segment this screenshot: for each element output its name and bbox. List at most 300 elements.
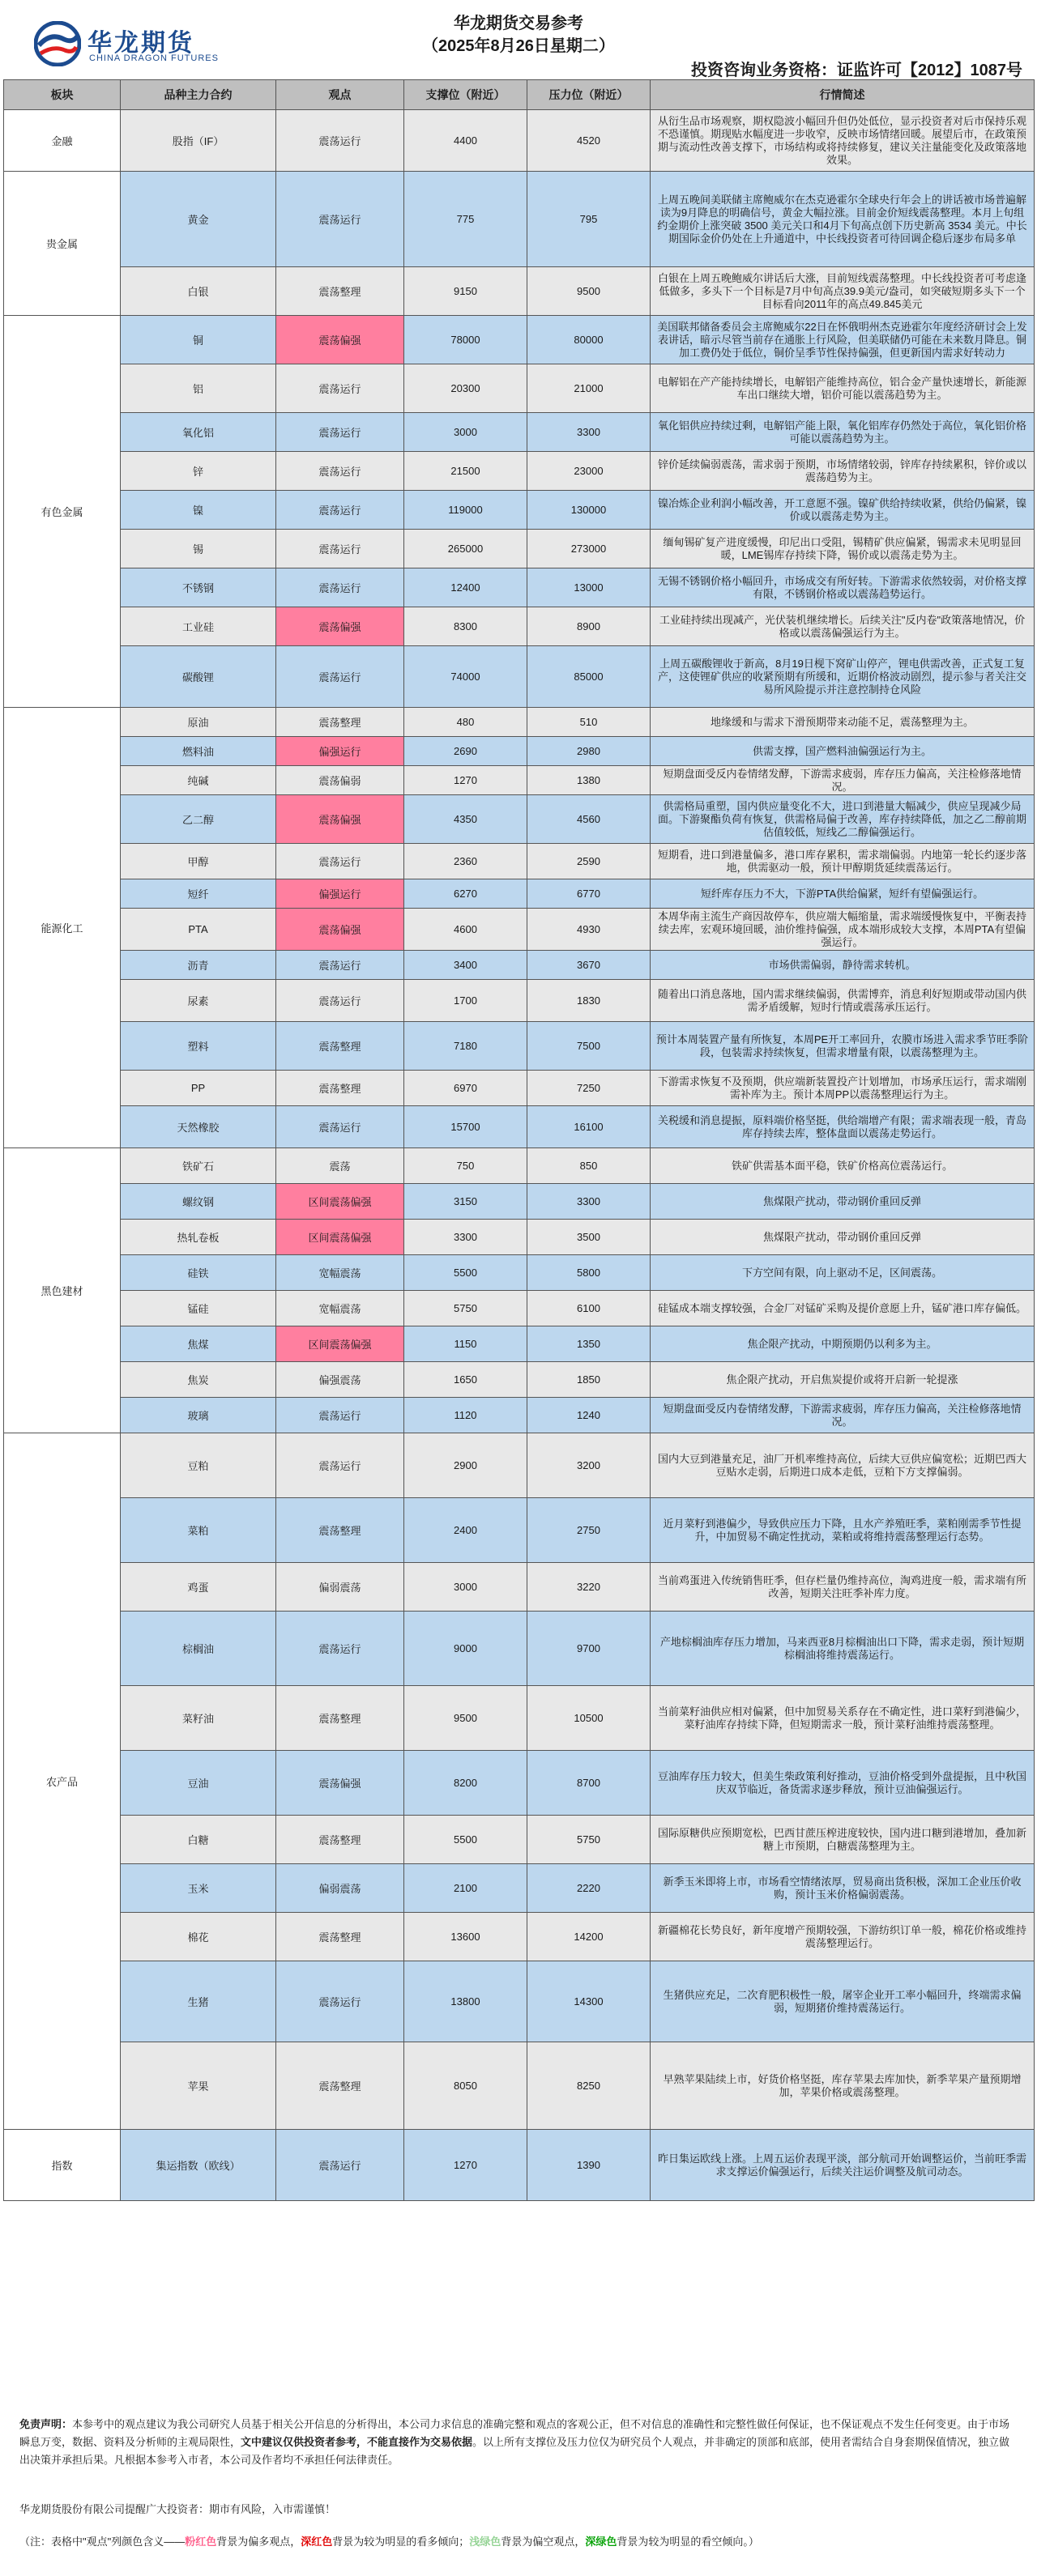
support-level: 119000 xyxy=(404,491,527,530)
table-row xyxy=(4,267,1035,316)
product-name: 鸡蛋 xyxy=(121,1563,276,1612)
col-header-description: 行情简述 xyxy=(651,80,1035,110)
table-row xyxy=(4,1106,1035,1148)
market-description: 焦煤限产扰动，带动钢价重回反弹 xyxy=(651,1220,1035,1255)
view-cell: 偏弱震荡 xyxy=(276,1864,404,1913)
product-name: PTA xyxy=(121,909,276,951)
market-description: 电解铝在产产能持续增长，电解铝产能维持高位，铝合金产量快速增长，新能源车出口继续大增，铝价可能以震荡趋势为主。 xyxy=(651,364,1035,413)
table-row xyxy=(4,1071,1035,1106)
support-level: 3000 xyxy=(404,1563,527,1612)
resistance-level: 23000 xyxy=(527,452,651,491)
note-red: 深红色 xyxy=(301,2536,333,2548)
support-level: 480 xyxy=(404,708,527,737)
support-level: 20300 xyxy=(404,364,527,413)
resistance-level: 850 xyxy=(527,1148,651,1184)
market-description: 上周五碳酸锂收于新高，8月19日枧下窝矿山停产，锂电供需改善，正式复工复产，这使锂矿供应的收紧预期有所缓和，近期价格波动剧烈，提示参与者关注交易所风险提示并注意控制持仓风险 xyxy=(651,646,1035,708)
table-row xyxy=(4,708,1035,737)
note-pink-text: 背景为偏多观点， xyxy=(216,2536,301,2548)
resistance-level: 3300 xyxy=(527,1184,651,1220)
support-level: 775 xyxy=(404,172,527,267)
market-description: 工业硅持续出现减产，光伏装机继续增长。后续关注"反内卷"政策落地情况，价格或以震荡偏强运行为主。 xyxy=(651,607,1035,646)
resistance-level: 1240 xyxy=(527,1398,651,1433)
market-description: 产地棕榈油库存压力增加，马来西亚8月棕榈油出口下降，需求走弱，预计短期棕榈油将维持震荡运行。 xyxy=(651,1612,1035,1686)
support-level: 1270 xyxy=(404,766,527,795)
resistance-level: 2750 xyxy=(527,1498,651,1563)
support-level: 4350 xyxy=(404,795,527,844)
view-cell: 震荡整理 xyxy=(276,1686,404,1751)
resistance-level: 85000 xyxy=(527,646,651,708)
resistance-level: 4560 xyxy=(527,795,651,844)
table-row xyxy=(4,909,1035,951)
market-description: 上周五晚间美联储主席鲍威尔在杰克逊霍尔全球央行年会上的讲话被市场普遍解读为9月降息的明确信号，黄金大幅拉涨。目前金价短线震荡整理。本月上旬组约金期价上涨突破 3500 美元关口和4月下旬高点创下历史新高 3534 美元。中长期国际金价仍处在上升通道中，中长线投资者可待回调企稳后逐步布局多单 xyxy=(651,172,1035,267)
resistance-level: 5750 xyxy=(527,1816,651,1864)
view-cell: 震荡运行 xyxy=(276,2130,404,2201)
table-row xyxy=(4,1751,1035,1816)
resistance-level: 3220 xyxy=(527,1563,651,1612)
view-cell: 偏强震荡 xyxy=(276,1362,404,1398)
market-description: 短期盘面受反内卷情绪发酵，下游需求疲弱，库存压力偏高，关注检修落地情况。 xyxy=(651,1398,1035,1433)
market-description: 焦煤限产扰动，带动钢价重回反弹 xyxy=(651,1184,1035,1220)
market-description: 本周华南主流生产商因故停车，供应端大幅缩量，需求端缓慢恢复中，平衡表持续去库，宏观环境回暖，油价维持偏强，成本端形成较大支撑，本周PTA有望偏强运行。 xyxy=(651,909,1035,951)
view-cell: 震荡整理 xyxy=(276,267,404,316)
support-level: 74000 xyxy=(404,646,527,708)
table-row xyxy=(4,491,1035,530)
resistance-level: 6770 xyxy=(527,879,651,909)
reference-table xyxy=(3,79,1035,2201)
resistance-level: 7250 xyxy=(527,1071,651,1106)
view-cell: 震荡运行 xyxy=(276,1433,404,1498)
resistance-level: 10500 xyxy=(527,1686,651,1751)
market-description: 焦企限产扰动，中期预期仍以利多为主。 xyxy=(651,1326,1035,1362)
table-row xyxy=(4,879,1035,909)
sector-name: 农产品 xyxy=(4,1433,121,2130)
resistance-level: 3670 xyxy=(527,951,651,980)
market-description: 铁矿供需基本面平稳，铁矿价格高位震荡运行。 xyxy=(651,1148,1035,1184)
product-name: 原油 xyxy=(121,708,276,737)
market-description: 缅甸锡矿复产进度缓慢，印尼出口受阻，锡精矿供应偏紧，锡需求未见明显回暖，LME锡库存持续下降，锡价或以震荡走势为主。 xyxy=(651,530,1035,568)
support-level: 3000 xyxy=(404,413,527,452)
sector-name: 能源化工 xyxy=(4,708,121,1148)
resistance-level: 9500 xyxy=(527,267,651,316)
support-level: 1120 xyxy=(404,1398,527,1433)
resistance-level: 16100 xyxy=(527,1106,651,1148)
table-row xyxy=(4,1961,1035,2042)
resistance-level: 3200 xyxy=(527,1433,651,1498)
market-description: 新季玉米即将上市，市场看空情绪浓厚，贸易商出货积极，深加工企业压价收购，预计玉米价格偏弱震荡。 xyxy=(651,1864,1035,1913)
product-name: 尿素 xyxy=(121,980,276,1022)
resistance-level: 130000 xyxy=(527,491,651,530)
view-cell: 震荡运行 xyxy=(276,980,404,1022)
market-description: 白银在上周五晚鲍威尔讲话后大涨，目前短线震荡整理。中长线投资者可考虑逢低做多，多头下一个目标是7月中旬高点39.9美元/盎司，如突破短期多头下一个目标看向2011年的高点49.845美元 xyxy=(651,267,1035,316)
sector-name: 有色金属 xyxy=(4,316,121,708)
table-row xyxy=(4,737,1035,766)
view-cell: 震荡偏强 xyxy=(276,795,404,844)
product-name: 工业硅 xyxy=(121,607,276,646)
product-name: 白糖 xyxy=(121,1816,276,1864)
table-row xyxy=(4,530,1035,568)
view-cell: 震荡运行 xyxy=(276,1398,404,1433)
market-description: 短期盘面受反内卷情绪发酵，下游需求疲弱，库存压力偏高，关注检修落地情况。 xyxy=(651,766,1035,795)
table-row xyxy=(4,1148,1035,1184)
table-row xyxy=(4,568,1035,607)
table-row xyxy=(4,980,1035,1022)
disclaimer-tail: 。以上所有支撑位及压力位仅为研究员个人观点，并非确定的顶部和底部，使用者需结合自身套期保值情况，独立做出决策并承担后果。凡根据本参考入市者，本公司及作者均不承担任何法律责任。 xyxy=(19,2436,1010,2466)
sector-name: 黑色建材 xyxy=(4,1148,121,1433)
logo-en-text: CHINA DRAGON FUTURES xyxy=(89,53,219,63)
product-name: 白银 xyxy=(121,267,276,316)
resistance-level: 7500 xyxy=(527,1022,651,1071)
support-level: 9150 xyxy=(404,267,527,316)
disclaimer xyxy=(19,2416,1019,2469)
note-light-green: 浅绿色 xyxy=(469,2536,501,2548)
market-description: 氧化铝供应持续过剩，电解铝产能上限，氧化铝库存仍然处于高位，氧化铝价格可能以震荡趋势为主。 xyxy=(651,413,1035,452)
table-row xyxy=(4,110,1035,172)
market-description: 国内大豆到港量充足，油厂开机率维持高位，后续大豆供应偏宽松；近期巴西大豆贴水走弱，后期进口成本走低，豆粕下方支撑偏弱。 xyxy=(651,1433,1035,1498)
product-name: 沥青 xyxy=(121,951,276,980)
disclaimer-text: 本参考中的观点建议为我公司研究人员基于相关公开信息的分析得出，本公司力求信息的准确完整和观点的客观公正，但不对信息的准确性和完整性做任何保证，也不保证观点不发生任何变更。由于市场瞬息万变，数据、资料及分析师的主观局限性， xyxy=(19,2418,1010,2448)
view-cell: 区间震荡偏强 xyxy=(276,1326,404,1362)
support-level: 750 xyxy=(404,1148,527,1184)
col-header-product: 品种主力合约 xyxy=(121,80,276,110)
support-level: 1270 xyxy=(404,2130,527,2201)
support-level: 13800 xyxy=(404,1961,527,2042)
table-row xyxy=(4,1816,1035,1864)
market-description: 无锡不锈钢价格小幅回升，市场成交有所好转。下游需求依然较弱，对价格支撑有限，不锈钢价格或以震荡趋势运行。 xyxy=(651,568,1035,607)
note-dark-green: 深绿色 xyxy=(585,2536,617,2548)
view-cell: 偏弱震荡 xyxy=(276,1563,404,1612)
view-cell: 震荡运行 xyxy=(276,1106,404,1148)
view-cell: 震荡整理 xyxy=(276,708,404,737)
note-pink: 粉红色 xyxy=(185,2536,217,2548)
table-row xyxy=(4,172,1035,267)
table-row xyxy=(4,1864,1035,1913)
support-level: 3150 xyxy=(404,1184,527,1220)
support-level: 265000 xyxy=(404,530,527,568)
product-name: 螺纹钢 xyxy=(121,1184,276,1220)
view-cell: 震荡偏强 xyxy=(276,1751,404,1816)
view-cell: 震荡运行 xyxy=(276,1961,404,2042)
view-cell: 震荡整理 xyxy=(276,1498,404,1563)
view-cell: 区间震荡偏强 xyxy=(276,1220,404,1255)
note-red-text: 背景为较为明显的看多倾向； xyxy=(332,2536,470,2548)
support-level: 78000 xyxy=(404,316,527,364)
view-cell: 宽幅震荡 xyxy=(276,1255,404,1291)
resistance-level: 4520 xyxy=(527,110,651,172)
market-description: 短期看，进口到港量偏多，港口库存累积，需求端偏弱。内地第一轮长约逐步落地，供需驱动一般，预计甲醇期货延续震荡运行。 xyxy=(651,844,1035,879)
market-description: 新疆棉花长势良好，新年度增产预期较强，下游纺织订单一般，棉花价格或维持震荡整理运行。 xyxy=(651,1913,1035,1961)
table-row xyxy=(4,1291,1035,1326)
product-name: 乙二醇 xyxy=(121,795,276,844)
support-level: 1700 xyxy=(404,980,527,1022)
table-row xyxy=(4,1398,1035,1433)
product-name: 铜 xyxy=(121,316,276,364)
resistance-level: 14300 xyxy=(527,1961,651,2042)
market-description: 短纤库存压力不大，下游PTA供给偏紧，短纤有望偏强运行。 xyxy=(651,879,1035,909)
resistance-level: 1350 xyxy=(527,1326,651,1362)
color-legend-note xyxy=(19,2533,759,2548)
resistance-level: 9700 xyxy=(527,1612,651,1686)
resistance-level: 1850 xyxy=(527,1362,651,1398)
product-name: 焦煤 xyxy=(121,1326,276,1362)
support-level: 1150 xyxy=(404,1326,527,1362)
support-level: 4400 xyxy=(404,110,527,172)
product-name: 玉米 xyxy=(121,1864,276,1913)
market-description: 豆油库存压力较大，但美生柴政策利好推动，豆油价格受到外盘提振，且中秋国庆双节临近，备货需求逐步释放，预计豆油偏强运行。 xyxy=(651,1751,1035,1816)
product-name: 燃料油 xyxy=(121,737,276,766)
product-name: 天然橡胶 xyxy=(121,1106,276,1148)
market-description: 昨日集运欧线上涨。上周五运价表现平淡，部分航司开始调整运价，当前旺季需求支撑运价偏强运行，后续关注运价调整及航司动态。 xyxy=(651,2130,1035,2201)
product-name: 焦炭 xyxy=(121,1362,276,1398)
table-row xyxy=(4,1362,1035,1398)
product-name: 棉花 xyxy=(121,1913,276,1961)
resistance-level: 14200 xyxy=(527,1913,651,1961)
market-description: 锌价延续偏弱震荡，需求弱于预期，市场情绪较弱，锌库存持续累积，锌价或以震荡趋势为主。 xyxy=(651,452,1035,491)
market-description: 预计本周装置产量有所恢复，本周PE开工率回升，农膜市场进入需求季节旺季阶段，包装需求持续恢复，但需求增量有限，以震荡整理为主。 xyxy=(651,1022,1035,1071)
product-name: 锌 xyxy=(121,452,276,491)
view-cell: 震荡偏强 xyxy=(276,909,404,951)
view-cell: 震荡偏强 xyxy=(276,607,404,646)
support-level: 6270 xyxy=(404,879,527,909)
resistance-level: 4930 xyxy=(527,909,651,951)
col-header-resistance: 压力位（附近） xyxy=(527,80,651,110)
table-row xyxy=(4,1326,1035,1362)
table-row xyxy=(4,2130,1035,2201)
resistance-level: 5800 xyxy=(527,1255,651,1291)
view-cell: 震荡整理 xyxy=(276,2042,404,2130)
support-level: 1650 xyxy=(404,1362,527,1398)
note-prefix: （注：表格中"观点"列颜色含义—— xyxy=(19,2536,186,2548)
market-description: 市场供需偏弱，静待需求转机。 xyxy=(651,951,1035,980)
view-cell: 震荡运行 xyxy=(276,172,404,267)
support-level: 2690 xyxy=(404,737,527,766)
table-row xyxy=(4,844,1035,879)
table-row xyxy=(4,316,1035,364)
col-header-sector: 板块 xyxy=(4,80,121,110)
market-description: 美国联邦储备委员会主席鲍威尔22日在怀俄明州杰克逊霍尔年度经济研讨会上发表讲话，暗示尽管当前存在通胀上行风险，但美联储仍可能在未来数月降息。铜加工费仍处于低位，铜价呈季节性保持偏强，但更新国内需求好转动力 xyxy=(651,316,1035,364)
table-body xyxy=(4,110,1035,2201)
resistance-level: 273000 xyxy=(527,530,651,568)
table-row xyxy=(4,1433,1035,1498)
product-name: 棕榈油 xyxy=(121,1612,276,1686)
market-description: 硅锰成本端支撑较强，合金厂对锰矿采购及提价意愿上升，锰矿港口库存偏低。 xyxy=(651,1291,1035,1326)
page-date: （2025年8月26日星期二） xyxy=(422,37,615,55)
note-dark-green-text: 背景为较为明显的看空倾向。） xyxy=(617,2536,759,2548)
view-cell: 震荡偏弱 xyxy=(276,766,404,795)
product-name: 铝 xyxy=(121,364,276,413)
product-name: 不锈钢 xyxy=(121,568,276,607)
support-level: 4600 xyxy=(404,909,527,951)
market-description: 地缘缓和与需求下滑预期带来动能不足，震荡整理为主。 xyxy=(651,708,1035,737)
resistance-level: 1830 xyxy=(527,980,651,1022)
view-cell: 震荡运行 xyxy=(276,413,404,452)
product-name: 碳酸锂 xyxy=(121,646,276,708)
resistance-level: 1380 xyxy=(527,766,651,795)
note-light-green-text: 背景为偏空观点， xyxy=(501,2536,586,2548)
resistance-level: 80000 xyxy=(527,316,651,364)
resistance-level: 1390 xyxy=(527,2130,651,2201)
resistance-level: 3500 xyxy=(527,1220,651,1255)
market-description: 当前鸡蛋进入传统销售旺季，但存栏量仍维持高位，淘鸡进度一般，需求端有所改善，短期关注旺季补库力度。 xyxy=(651,1563,1035,1612)
support-level: 8300 xyxy=(404,607,527,646)
view-cell: 偏强运行 xyxy=(276,879,404,909)
view-cell: 震荡运行 xyxy=(276,364,404,413)
table-row xyxy=(4,646,1035,708)
support-level: 6970 xyxy=(404,1071,527,1106)
table-row xyxy=(4,795,1035,844)
view-cell: 偏强运行 xyxy=(276,737,404,766)
support-level: 3400 xyxy=(404,951,527,980)
market-description: 下方空间有限，向上驱动不足，区间震荡。 xyxy=(651,1255,1035,1291)
table-row xyxy=(4,1022,1035,1071)
market-description: 从衍生品市场观察，期权隐波小幅回升但仍处低位，显示投资者对后市保持乐观不恐谨慎。期现贴水幅度进一步收窄，反映市场情绪回暖。展望后市，在政策预期与流动性改善支撑下，市场结构或将持续修复，建议关注量能变化及政策落地效果。 xyxy=(651,110,1035,172)
market-description: 关税缓和消息提振，原料端价格坚挺，供给端增产有限；需求端表现一般，青岛库存持续去库，整体盘面以震荡走势运行。 xyxy=(651,1106,1035,1148)
product-name: 黄金 xyxy=(121,172,276,267)
product-name: 甲醇 xyxy=(121,844,276,879)
table-row xyxy=(4,1184,1035,1220)
view-cell: 震荡整理 xyxy=(276,1913,404,1961)
table-header-row xyxy=(4,80,1035,110)
resistance-level: 8250 xyxy=(527,2042,651,2130)
product-name: 豆油 xyxy=(121,1751,276,1816)
support-level: 21500 xyxy=(404,452,527,491)
market-description: 供需格局重塑，国内供应量变化不大，进口到港量大幅减少，供应呈现减少局面。下游聚酯负荷有恢复，供需格局偏于改善，库存持续降低，加之乙二醇前期估值较低，短线乙二醇偏强运行。 xyxy=(651,795,1035,844)
support-level: 5500 xyxy=(404,1816,527,1864)
support-level: 3300 xyxy=(404,1220,527,1255)
table-row xyxy=(4,1563,1035,1612)
resistance-level: 21000 xyxy=(527,364,651,413)
header xyxy=(0,0,1037,78)
resistance-level: 795 xyxy=(527,172,651,267)
table-row xyxy=(4,766,1035,795)
table-row xyxy=(4,607,1035,646)
risk-reminder: 华龙期货股份有限公司提醒广大投资者：期市有风险，入市需谨慎！ xyxy=(19,2503,336,2515)
support-level: 9000 xyxy=(404,1612,527,1686)
resistance-level: 2590 xyxy=(527,844,651,879)
table-row xyxy=(4,951,1035,980)
market-description: 当前菜籽油供应相对偏紧，但中加贸易关系存在不确定性，进口菜籽到港偏少，菜籽油库存持续下降，但短期需求一般，预计菜籽油维持震荡整理。 xyxy=(651,1686,1035,1751)
support-level: 12400 xyxy=(404,568,527,607)
product-name: 锡 xyxy=(121,530,276,568)
product-name: 股指（IF） xyxy=(121,110,276,172)
product-name: 塑料 xyxy=(121,1022,276,1071)
view-cell: 宽幅震荡 xyxy=(276,1291,404,1326)
product-name: 菜籽油 xyxy=(121,1686,276,1751)
support-level: 13600 xyxy=(404,1913,527,1961)
market-description: 早熟苹果陆续上市，好货价格坚挺，库存苹果去库加快，新季苹果产量预期增加，苹果价格或震荡整理。 xyxy=(651,2042,1035,2130)
product-name: 热轧卷板 xyxy=(121,1220,276,1255)
view-cell: 震荡运行 xyxy=(276,530,404,568)
table-row xyxy=(4,1220,1035,1255)
page-title: 华龙期货交易参考 xyxy=(454,15,583,32)
table-row xyxy=(4,413,1035,452)
resistance-level: 6100 xyxy=(527,1291,651,1326)
col-header-support: 支撑位（附近） xyxy=(404,80,527,110)
market-description: 镍冶炼企业利润小幅改善，开工意愿不强。镍矿供给持续收紧，供给仍偏紧，镍价或以震荡走势为主。 xyxy=(651,491,1035,530)
product-name: 锰硅 xyxy=(121,1291,276,1326)
product-name: 铁矿石 xyxy=(121,1148,276,1184)
resistance-level: 2220 xyxy=(527,1864,651,1913)
view-cell: 震荡运行 xyxy=(276,1612,404,1686)
view-cell: 区间震荡偏强 xyxy=(276,1184,404,1220)
logo-cn-text: 华龙期货 xyxy=(87,30,194,57)
market-description: 焦企限产扰动，开启焦炭提价或将开启新一轮提涨 xyxy=(651,1362,1035,1398)
product-name: 菜粕 xyxy=(121,1498,276,1563)
table-row xyxy=(4,1686,1035,1751)
resistance-level: 8700 xyxy=(527,1751,651,1816)
view-cell: 震荡偏强 xyxy=(276,316,404,364)
view-cell: 震荡运行 xyxy=(276,646,404,708)
view-cell: 震荡 xyxy=(276,1148,404,1184)
resistance-level: 2980 xyxy=(527,737,651,766)
product-name: 生猪 xyxy=(121,1961,276,2042)
sector-name: 指数 xyxy=(4,2130,121,2201)
view-cell: 震荡运行 xyxy=(276,110,404,172)
support-level: 5500 xyxy=(404,1255,527,1291)
resistance-level: 510 xyxy=(527,708,651,737)
product-name: 硅铁 xyxy=(121,1255,276,1291)
table-row xyxy=(4,2042,1035,2130)
support-level: 2900 xyxy=(404,1433,527,1498)
view-cell: 震荡运行 xyxy=(276,491,404,530)
table-row xyxy=(4,1612,1035,1686)
product-name: PP xyxy=(121,1071,276,1106)
table-row xyxy=(4,1498,1035,1563)
support-level: 9500 xyxy=(404,1686,527,1751)
product-name: 豆粕 xyxy=(121,1433,276,1498)
product-name: 苹果 xyxy=(121,2042,276,2130)
disclaimer-label: 免责声明： xyxy=(19,2418,73,2430)
product-name: 氧化铝 xyxy=(121,413,276,452)
resistance-level: 3300 xyxy=(527,413,651,452)
market-description: 供需支撑，国产燃料油偏强运行为主。 xyxy=(651,737,1035,766)
view-cell: 震荡整理 xyxy=(276,1022,404,1071)
support-level: 5750 xyxy=(404,1291,527,1326)
sector-name: 金融 xyxy=(4,110,121,172)
view-cell: 震荡运行 xyxy=(276,951,404,980)
col-header-view: 观点 xyxy=(276,80,404,110)
product-name: 镍 xyxy=(121,491,276,530)
support-level: 8200 xyxy=(404,1751,527,1816)
license-text: 投资咨询业务资格：证监许可【2012】1087号 xyxy=(691,62,1022,79)
product-name: 玻璃 xyxy=(121,1398,276,1433)
product-name: 短纤 xyxy=(121,879,276,909)
support-level: 7180 xyxy=(404,1022,527,1071)
table-row xyxy=(4,364,1035,413)
sector-name: 贵金属 xyxy=(4,172,121,316)
market-description: 随着出口消息落地，国内需求继续偏弱，供需博弈，消息利好短期或带动国内供需矛盾缓解，短时行情或震荡承压运行。 xyxy=(651,980,1035,1022)
view-cell: 震荡整理 xyxy=(276,1071,404,1106)
product-name: 集运指数（欧线） xyxy=(121,2130,276,2201)
view-cell: 震荡运行 xyxy=(276,452,404,491)
disclaimer-bold-text: 文中建议仅供投资者参考，不能直接作为交易依据 xyxy=(241,2436,473,2448)
resistance-level: 13000 xyxy=(527,568,651,607)
market-description: 近月菜籽到港偏少，导致供应压力下降，且水产养殖旺季，菜粕刚需季节性提升，中加贸易不确定性扰动，菜粕或将维持震荡整理运行态势。 xyxy=(651,1498,1035,1563)
support-level: 2360 xyxy=(404,844,527,879)
view-cell: 震荡运行 xyxy=(276,568,404,607)
market-description: 生猪供应充足，二次育肥积极性一般，屠宰企业开工率小幅回升，终端需求偏弱，短期猪价维持震荡运行。 xyxy=(651,1961,1035,2042)
product-name: 纯碱 xyxy=(121,766,276,795)
table-row xyxy=(4,1913,1035,1961)
support-level: 8050 xyxy=(404,2042,527,2130)
market-description: 国际原糖供应预期宽松，巴西甘蔗压榨进度较快，国内进口糖到港增加，叠加新糖上市预期，白糖震荡整理为主。 xyxy=(651,1816,1035,1864)
view-cell: 震荡整理 xyxy=(276,1816,404,1864)
market-description: 下游需求恢复不及预期，供应端新装置投产计划增加，市场承压运行，需求端刚需补库为主。预计本周PP以震荡整理运行为主。 xyxy=(651,1071,1035,1106)
resistance-level: 8900 xyxy=(527,607,651,646)
table-row xyxy=(4,1255,1035,1291)
view-cell: 震荡运行 xyxy=(276,844,404,879)
support-level: 2100 xyxy=(404,1864,527,1913)
support-level: 15700 xyxy=(404,1106,527,1148)
